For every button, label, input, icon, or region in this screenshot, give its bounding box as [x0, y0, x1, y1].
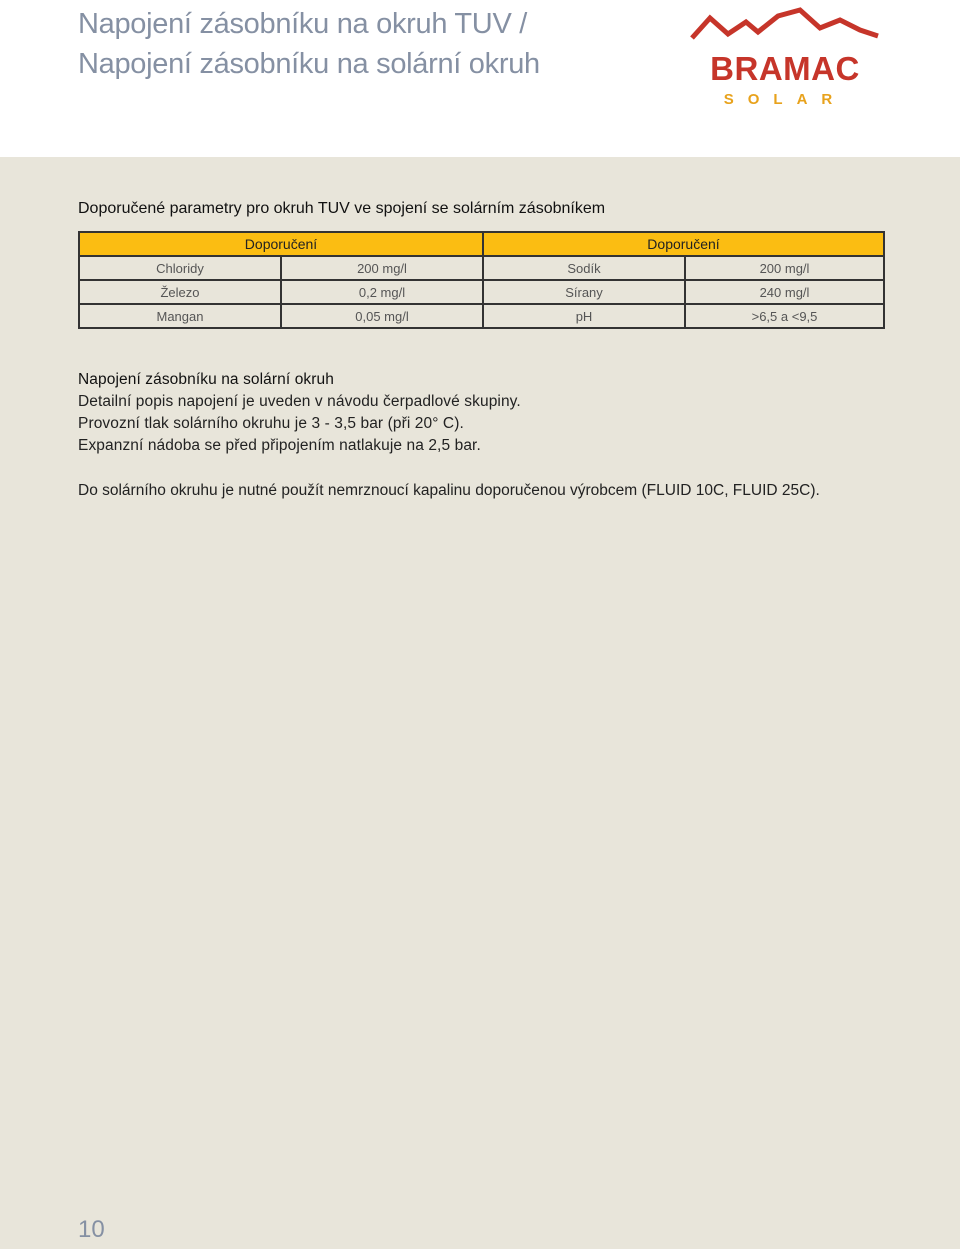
table-cell: 240 mg/l: [685, 280, 884, 304]
table-cell: Sírany: [483, 280, 685, 304]
title-line-1: Napojení zásobníku na okruh TUV /: [78, 8, 528, 40]
logo-brand-text: BRAMAC: [710, 50, 860, 87]
table-cell: >6,5 a <9,5: [685, 304, 884, 328]
parameters-table: [78, 231, 885, 329]
solar-line-3: Expanzní nádoba se před připojením natlakuje na 2,5 bar.: [78, 437, 481, 454]
table-header-left: Doporučení: [79, 232, 483, 256]
table-row: [79, 304, 884, 328]
table-cell: pH: [483, 304, 685, 328]
table-cell: Mangan: [79, 304, 281, 328]
table-row: [79, 256, 884, 280]
table-header-right: Doporučení: [483, 232, 884, 256]
fluid-note: Do solárního okruhu je nutné použít nemrznoucí kapalinu doporučenou výrobcem (FLUID 10C, FLUID 25C).: [78, 482, 820, 499]
table-row: [79, 280, 884, 304]
solar-section: [78, 369, 521, 457]
page-title: [78, 4, 540, 84]
solar-line-2: Provozní tlak solárního okruhu je 3 - 3,5 bar (při 20° C).: [78, 415, 464, 432]
title-line-2: Napojení zásobníku na solární okruh: [78, 48, 540, 80]
page-number: 10: [78, 1216, 105, 1243]
solar-line-1: Detailní popis napojení je uveden v návodu čerpadlové skupiny.: [78, 393, 521, 410]
table-cell: 0,2 mg/l: [281, 280, 483, 304]
table-header-row: [79, 232, 884, 256]
table-heading: Doporučené parametry pro okruh TUV ve spojení se solárním zásobníkem: [78, 200, 606, 217]
roof-zigzag-icon: [692, 10, 878, 38]
bramac-solar-logo: [680, 0, 890, 110]
table-cell: 0,05 mg/l: [281, 304, 483, 328]
solar-heading: Napojení zásobníku na solární okruh: [78, 371, 334, 388]
table-cell: Sodík: [483, 256, 685, 280]
page-header: [0, 0, 960, 157]
table-cell: Chloridy: [79, 256, 281, 280]
table-cell: Železo: [79, 280, 281, 304]
table-cell: 200 mg/l: [281, 256, 483, 280]
logo-sub-text: SOLAR: [723, 91, 847, 108]
table-cell: 200 mg/l: [685, 256, 884, 280]
